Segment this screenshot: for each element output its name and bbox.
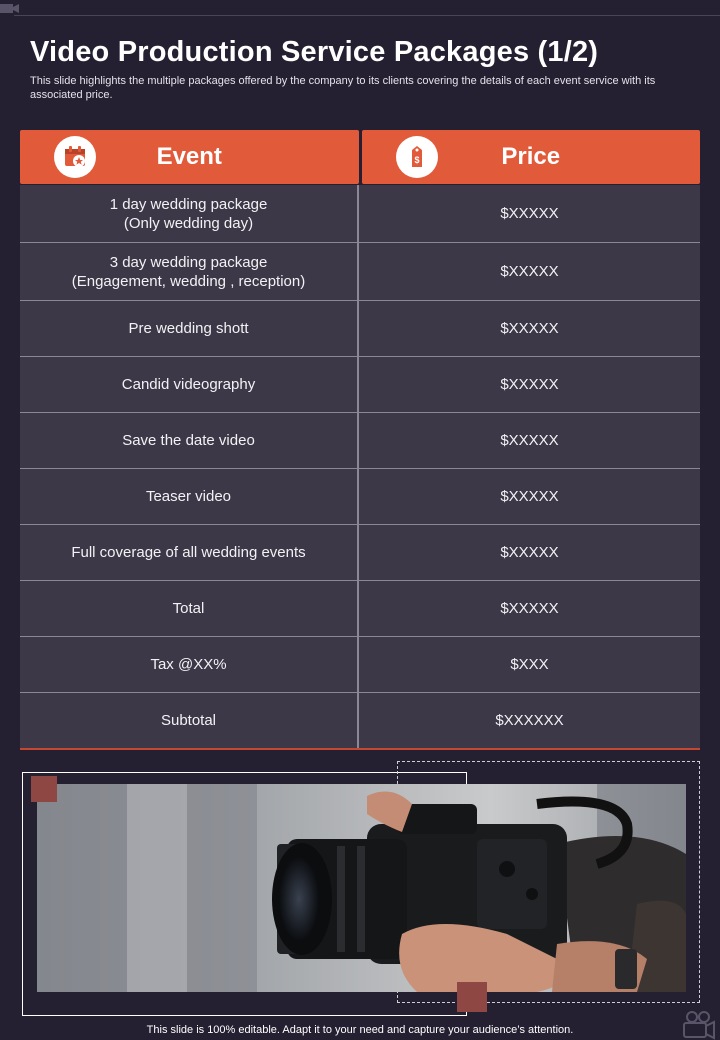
event-cell	[20, 185, 359, 242]
camera-photo	[37, 784, 686, 992]
event-cell: Tax @XX%	[20, 637, 359, 692]
event-detail: (Only wedding day)	[123, 214, 254, 232]
table-row	[20, 300, 700, 356]
event-name: 1 day wedding package	[109, 195, 268, 213]
price-cell: $XXXXX	[359, 525, 700, 580]
event-cell: Subtotal	[20, 693, 359, 748]
table-row	[20, 242, 700, 300]
column-header-event	[20, 130, 359, 184]
price-cell: $XXXXX	[359, 301, 700, 356]
event-cell: Pre wedding shott	[20, 301, 359, 356]
top-divider	[14, 15, 720, 16]
video-camera-icon	[678, 1010, 716, 1040]
calendar-star-icon	[54, 136, 96, 178]
footer-note: This slide is 100% editable. Adapt it to your need and capture your audience’s attention.	[146, 1024, 574, 1036]
table-row	[20, 580, 700, 636]
accent-square	[31, 776, 57, 802]
price-cell: $XXX	[359, 637, 700, 692]
table-row	[20, 356, 700, 412]
table-row	[20, 636, 700, 692]
svg-text:$: $	[413, 155, 420, 165]
table-row	[20, 185, 700, 242]
table-header	[20, 130, 700, 184]
packages-table	[20, 185, 700, 750]
table-row	[20, 468, 700, 524]
price-cell: $XXXXX	[359, 413, 700, 468]
event-cell: Full coverage of all wedding events	[20, 525, 359, 580]
table-row	[20, 412, 700, 468]
column-header-price	[362, 130, 701, 184]
accent-square	[457, 982, 487, 1012]
event-detail: (Engagement, wedding , reception)	[71, 272, 306, 290]
video-camera-icon	[0, 0, 20, 16]
price-cell: $XXXXX	[359, 185, 700, 242]
price-cell: $XXXXX	[359, 357, 700, 412]
price-cell: $XXXXX	[359, 469, 700, 524]
table-row	[20, 692, 700, 748]
column-header-price-label: Price	[501, 143, 561, 170]
price-cell: $XXXXX	[359, 581, 700, 636]
price-cell: $XXXXX	[359, 243, 700, 300]
price-tag-icon	[396, 136, 438, 178]
price-cell: $XXXXXX	[359, 693, 700, 748]
event-cell	[20, 243, 359, 300]
event-cell: Save the date video	[20, 413, 359, 468]
column-header-event-label: Event	[156, 143, 222, 170]
event-cell: Total	[20, 581, 359, 636]
table-row	[20, 524, 700, 580]
page-title: Video Production Service Packages (1/2)	[30, 36, 599, 68]
page-subtitle: This slide highlights the multiple packages offered by the company to its clients covering the details of each event service with its associated price.	[30, 75, 656, 101]
event-cell: Teaser video	[20, 469, 359, 524]
event-name: 3 day wedding package	[109, 253, 268, 271]
event-cell: Candid videography	[20, 357, 359, 412]
